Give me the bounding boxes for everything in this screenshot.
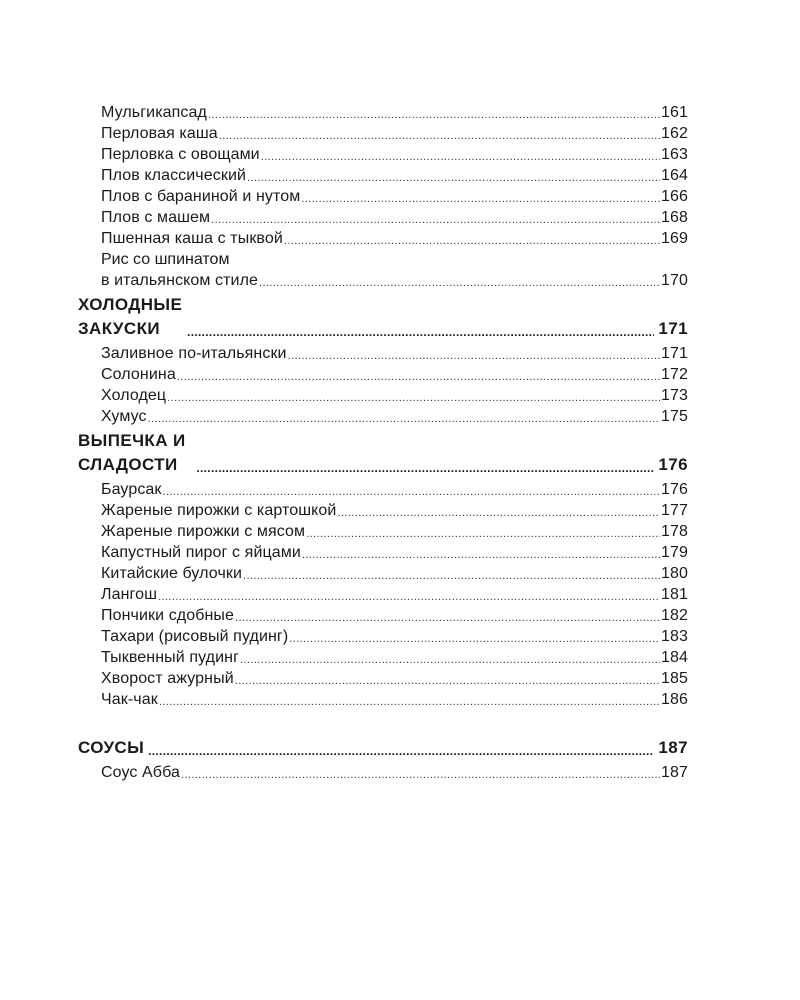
entry-title: Солонина [101, 366, 176, 383]
toc-entry[interactable] [101, 343, 688, 364]
dot-leader [261, 149, 660, 165]
toc-entry[interactable] [101, 165, 688, 186]
entry-title: Жареные пирожки с мясом [101, 523, 306, 540]
dot-leader [247, 170, 660, 186]
section-items [101, 479, 688, 710]
entry-page: 168 [661, 209, 688, 226]
entry-title: Баурсак [101, 481, 162, 498]
section-page: 187 [658, 738, 688, 757]
section-sauces [78, 736, 688, 783]
section-items [101, 762, 688, 783]
entry-title: Перловая каша [101, 125, 218, 142]
section-heading[interactable] [78, 431, 688, 477]
entry-title: Тыквенный пудинг [101, 649, 240, 666]
toc-entry[interactable] [101, 500, 688, 521]
entry-page: 178 [661, 523, 688, 540]
dot-leader [159, 694, 660, 710]
entry-page: 162 [661, 125, 688, 142]
dot-leader [148, 743, 654, 760]
entry-title: Капустный пирог с яйцами [101, 544, 301, 561]
dot-leader [235, 610, 660, 626]
entry-title: Плов с машем [101, 209, 211, 226]
section-cold-appetizers [78, 295, 688, 427]
entry-title: Мульгикапсад [101, 104, 207, 121]
section-title: ВЫПЕЧКА И СЛАДОСТИ [78, 431, 186, 474]
entry-title: Китайские булочки [101, 565, 243, 582]
entry-title: Пшенная каша с тыквой [101, 230, 283, 247]
toc-entry[interactable] [101, 563, 688, 584]
dot-leader [289, 631, 660, 647]
dot-leader [301, 191, 660, 207]
dot-leader [243, 568, 660, 584]
section-items [101, 343, 688, 427]
section-title: ХОЛОДНЫЕ ЗАКУСКИ [78, 295, 183, 338]
toc-entry[interactable] [101, 689, 688, 710]
dot-leader [158, 589, 660, 605]
entry-title: Пончики сдобные [101, 607, 235, 624]
dot-leader [219, 128, 660, 144]
entry-page: 175 [661, 408, 688, 425]
entry-title: Перловка с овощами [101, 146, 260, 163]
dot-leader [177, 369, 660, 385]
section-baking-sweets [78, 431, 688, 710]
entry-page: 177 [661, 502, 688, 519]
dot-leader [337, 505, 660, 521]
toc-entry[interactable] [101, 647, 688, 668]
section-heading[interactable] [78, 736, 688, 760]
entry-page: 182 [661, 607, 688, 624]
toc-entry[interactable] [101, 762, 688, 783]
entry-page: 183 [661, 628, 688, 645]
toc-entry[interactable] [101, 605, 688, 626]
toc-entry[interactable] [101, 542, 688, 563]
entry-page: 185 [661, 670, 688, 687]
toc-entry[interactable] [101, 186, 688, 207]
toc-entry[interactable] [101, 521, 688, 542]
section-page: 171 [658, 319, 688, 338]
dot-leader [187, 324, 654, 341]
toc-entry[interactable] [101, 584, 688, 605]
dot-leader [163, 484, 660, 500]
toc-entry[interactable] [101, 385, 688, 406]
entry-title: Соус Абба [101, 764, 180, 781]
toc-entry[interactable] [101, 102, 688, 123]
continued-items [101, 102, 688, 291]
entry-title: Чак-чак [101, 691, 158, 708]
dot-leader [167, 390, 660, 406]
entry-title: Холодец [101, 387, 167, 404]
entry-page: 179 [661, 544, 688, 561]
entry-page: 170 [661, 272, 688, 289]
entry-title: Плов классический [101, 167, 247, 184]
dot-leader [181, 767, 660, 783]
dot-leader [148, 411, 660, 427]
entry-title: Лангош [101, 586, 158, 603]
toc-entry[interactable] [101, 364, 688, 385]
table-of-contents [78, 102, 688, 783]
dot-leader [284, 233, 660, 249]
dot-leader [288, 348, 660, 364]
entry-page: 184 [661, 649, 688, 666]
dot-leader [196, 460, 654, 477]
entry-page: 180 [661, 565, 688, 582]
dot-leader [208, 107, 660, 123]
toc-entry[interactable] [101, 626, 688, 647]
entry-page: 171 [661, 345, 688, 362]
entry-title: Заливное по-итальянски [101, 345, 287, 362]
toc-entry[interactable] [101, 207, 688, 228]
toc-entry[interactable] [101, 406, 688, 427]
entry-page: 163 [661, 146, 688, 163]
entry-title: Тахари (рисовый пудинг) [101, 628, 289, 645]
entry-title-line2: в итальянском стиле [101, 272, 259, 289]
entry-title: Плов с бараниной и нутом [101, 188, 301, 205]
entry-page: 173 [661, 387, 688, 404]
entry-page: 164 [661, 167, 688, 184]
section-title: СОУСЫ [78, 738, 145, 757]
entry-title: Хворост ажурный [101, 670, 234, 687]
entry-page: 186 [661, 691, 688, 708]
toc-entry[interactable] [101, 668, 688, 689]
dot-leader [302, 547, 660, 563]
continued-section [78, 102, 688, 291]
entry-page: 161 [661, 104, 688, 121]
entry-page: 172 [661, 366, 688, 383]
toc-entry[interactable] [101, 123, 688, 144]
entry-title-line1: Рис со шпинатом [101, 251, 230, 268]
entry-title: Жареные пирожки с картошкой [101, 502, 337, 519]
entry-page: 181 [661, 586, 688, 603]
entry-page: 169 [661, 230, 688, 247]
dot-leader [306, 526, 660, 542]
toc-entry-multiline[interactable] [101, 270, 688, 291]
dot-leader [259, 275, 660, 291]
dot-leader [211, 212, 660, 228]
entry-page: 166 [661, 188, 688, 205]
toc-entry[interactable] [101, 479, 688, 500]
dot-leader [240, 652, 660, 668]
toc-entry[interactable] [101, 144, 688, 165]
section-heading[interactable] [78, 295, 688, 341]
dot-leader [235, 673, 660, 689]
entry-title: Хумус [101, 408, 147, 425]
entry-page: 176 [661, 481, 688, 498]
section-page: 176 [658, 455, 688, 474]
entry-page: 187 [661, 764, 688, 781]
toc-entry[interactable] [101, 228, 688, 249]
